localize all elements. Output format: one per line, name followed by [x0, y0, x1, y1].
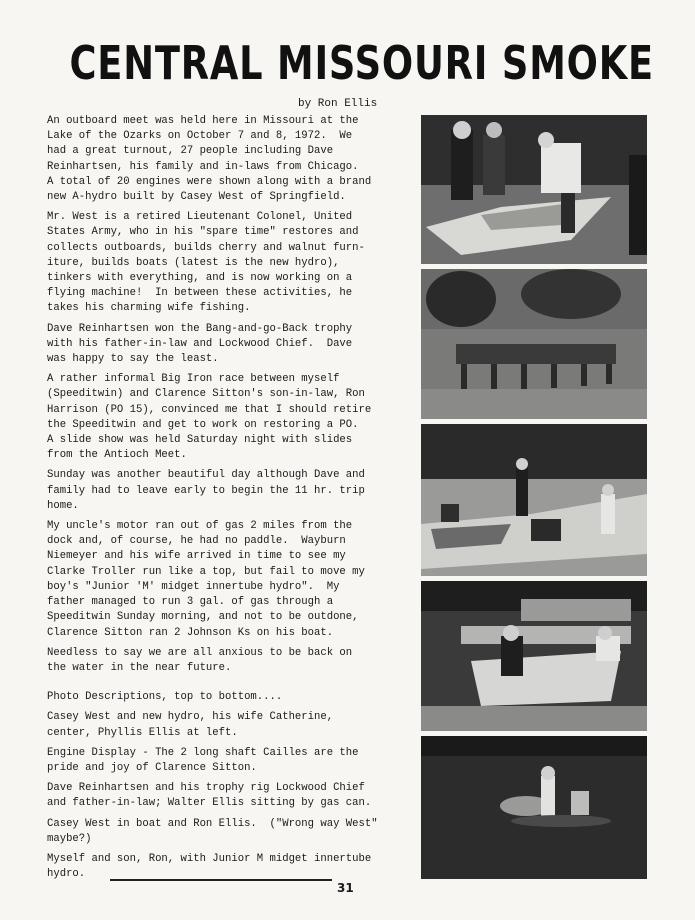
- photo-caption: Engine Display - The 2 long shaft Cailles are the pride and joy of Clarence Sitton.: [47, 746, 359, 774]
- photo-engine-display: [421, 269, 647, 419]
- photo-caption: Casey West and new hydro, his wife Catherine, center, Phyllis Ellis at left.: [47, 711, 334, 739]
- photo-caption: Dave Reinhartsen and his trophy rig Lockwood Chief and father-in-law; Walter Ellis sitting by gas can.: [47, 782, 372, 810]
- photo-caption: Myself and son, Ron, with Junior M midget innertube hydro.: [47, 852, 372, 881]
- photo-casey-west-hydro: [421, 115, 647, 264]
- byline: by Ron Ellis: [298, 98, 378, 110]
- paragraph: Mr. West is a retired Lieutenant Colonel, United States Army, who in his "spare time" restores and collects outboards, builds cherry and walnut furn- iture, builds boats (latest is the new hydro), tinkers with everything, and is now working on a flying machine! In between these activities, he takes his charming wife fishing.: [47, 211, 365, 315]
- article-title: CENTRAL MISSOURI SMOKE: [69, 36, 654, 90]
- photo-column: [421, 115, 647, 884]
- captions-heading: Photo Descriptions, top to bottom....: [47, 691, 283, 704]
- photo-casey-in-boat: [421, 581, 647, 731]
- photo-caption: Casey West in boat and Ron Ellis. ("Wrong way West" maybe?): [47, 817, 378, 845]
- paragraph: Dave Reinhartsen won the Bang-and-go-Back trophy with his father-in-law and Lockwood Chief. Dave was happy to say the least.: [47, 322, 353, 366]
- paragraph: Sunday was another beautiful day although Dave and family had to leave early to begin the 11 hr. trip home.: [47, 469, 365, 512]
- paragraph: An outboard meet was held here in Missouri at the Lake of the Ozarks on October 7 and 8, 1972. We had a great turnout, 27 people including Dave Reinhartsen, his family and in-laws from Chicago. A total of 20 engines were shown along with a brand new A-hydro built by Casey West of Springfield.: [47, 115, 372, 204]
- article-body: [47, 114, 407, 887]
- photo-trophy-rig: [421, 424, 647, 576]
- paragraph: Needless to say we are all anxious to be back on the water in the near future.: [47, 646, 353, 674]
- paragraph: A rather informal Big Iron race between myself (Speeditwin) and Clarence Sitton's son-in-law, Ron Harrison (PO 15), convinced me that I should retire the Speeditwin and get to work on restoring a PO. A slide show was held Saturday night with slides from the Antioch Meet.: [47, 373, 372, 462]
- page-number: 31: [337, 881, 354, 895]
- paragraph: My uncle's motor ran out of gas 2 miles from the dock and, of course, he had no paddle. Wayburn Niemeyer and his wife arrived in time to see my Clarke Troller run like a top, but fail to move my boy's "Junior 'M' midget innertube hydro". My father managed to run 3 gal. of gas through a Speeditwin Sunday morning, and not to be outdone, Clarence Sitton ran 2 Johnson Ks on his boat.: [47, 520, 365, 639]
- footer-rule: [110, 879, 332, 881]
- photo-innertube-hydro: [421, 736, 647, 879]
